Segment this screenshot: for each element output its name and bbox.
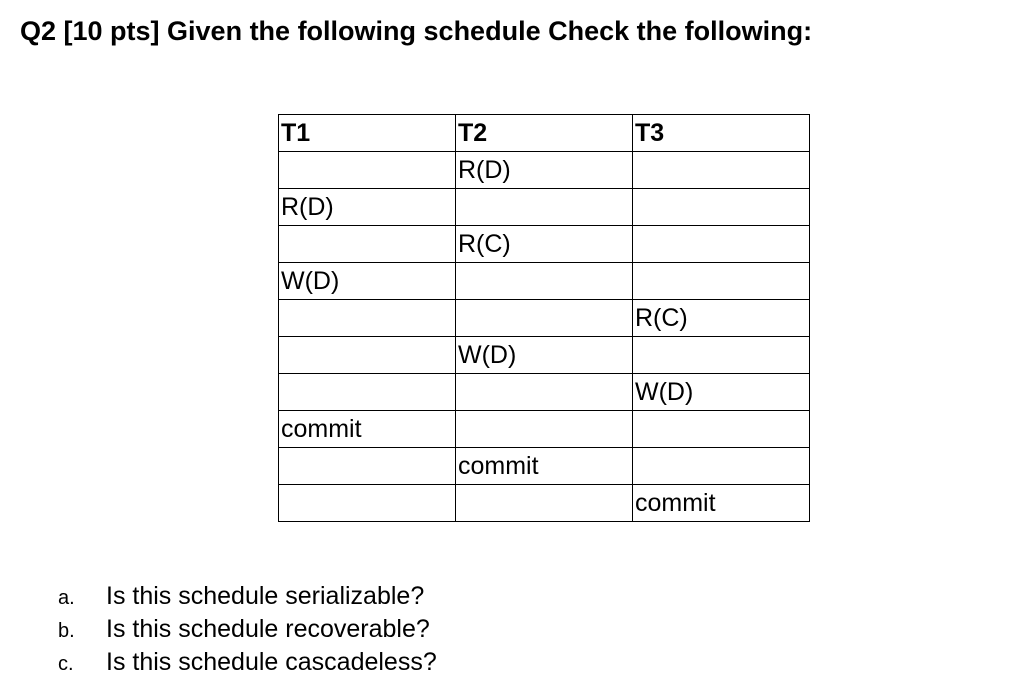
- list-marker: b.: [58, 620, 75, 642]
- cell-t2: R(D): [456, 152, 633, 189]
- table-row: [279, 337, 810, 374]
- cell-t3: [633, 152, 810, 189]
- cell-t3: W(D): [633, 374, 810, 411]
- cell-t1: [279, 300, 456, 337]
- table-row: [279, 411, 810, 448]
- table-row: [279, 189, 810, 226]
- question-text: Is this schedule serializable?: [106, 582, 425, 610]
- cell-t1: [279, 448, 456, 485]
- cell-t1: [279, 337, 456, 374]
- list-item: [58, 646, 437, 679]
- cell-t2: W(D): [456, 337, 633, 374]
- table-row: [279, 485, 810, 522]
- cell-t2: [456, 263, 633, 300]
- question-title: Q2 [10 pts] Given the following schedule Check the following:: [20, 16, 813, 46]
- cell-t1: R(D): [279, 189, 456, 226]
- header-t2: T2: [456, 115, 633, 152]
- list-marker: c.: [58, 653, 74, 675]
- question-text: Is this schedule recoverable?: [106, 615, 430, 643]
- cell-t1: [279, 152, 456, 189]
- cell-t1: [279, 226, 456, 263]
- cell-t2: R(C): [456, 226, 633, 263]
- cell-t1: commit: [279, 411, 456, 448]
- cell-t3: [633, 337, 810, 374]
- cell-t1: W(D): [279, 263, 456, 300]
- header-t1: T1: [279, 115, 456, 152]
- list-marker: a.: [58, 587, 75, 609]
- cell-t3: [633, 226, 810, 263]
- header-t3: T3: [633, 115, 810, 152]
- list-item: [58, 580, 437, 613]
- cell-t3: [633, 411, 810, 448]
- list-item: [58, 613, 437, 646]
- cell-t2: [456, 411, 633, 448]
- table-row: [279, 152, 810, 189]
- table-row: [279, 226, 810, 263]
- cell-t3: [633, 448, 810, 485]
- cell-t2: [456, 300, 633, 337]
- cell-t1: [279, 485, 456, 522]
- question-text: Is this schedule cascadeless?: [106, 648, 437, 676]
- cell-t3: [633, 189, 810, 226]
- question-list: [58, 580, 437, 679]
- cell-t1: [279, 374, 456, 411]
- table-header-row: [279, 115, 810, 152]
- cell-t2: [456, 189, 633, 226]
- schedule-table: [278, 114, 810, 522]
- table-row: [279, 374, 810, 411]
- cell-t3: [633, 263, 810, 300]
- table-row: [279, 300, 810, 337]
- cell-t3: R(C): [633, 300, 810, 337]
- cell-t2: [456, 485, 633, 522]
- table-row: [279, 448, 810, 485]
- table-row: [279, 263, 810, 300]
- cell-t2: [456, 374, 633, 411]
- cell-t2: commit: [456, 448, 633, 485]
- cell-t3: commit: [633, 485, 810, 522]
